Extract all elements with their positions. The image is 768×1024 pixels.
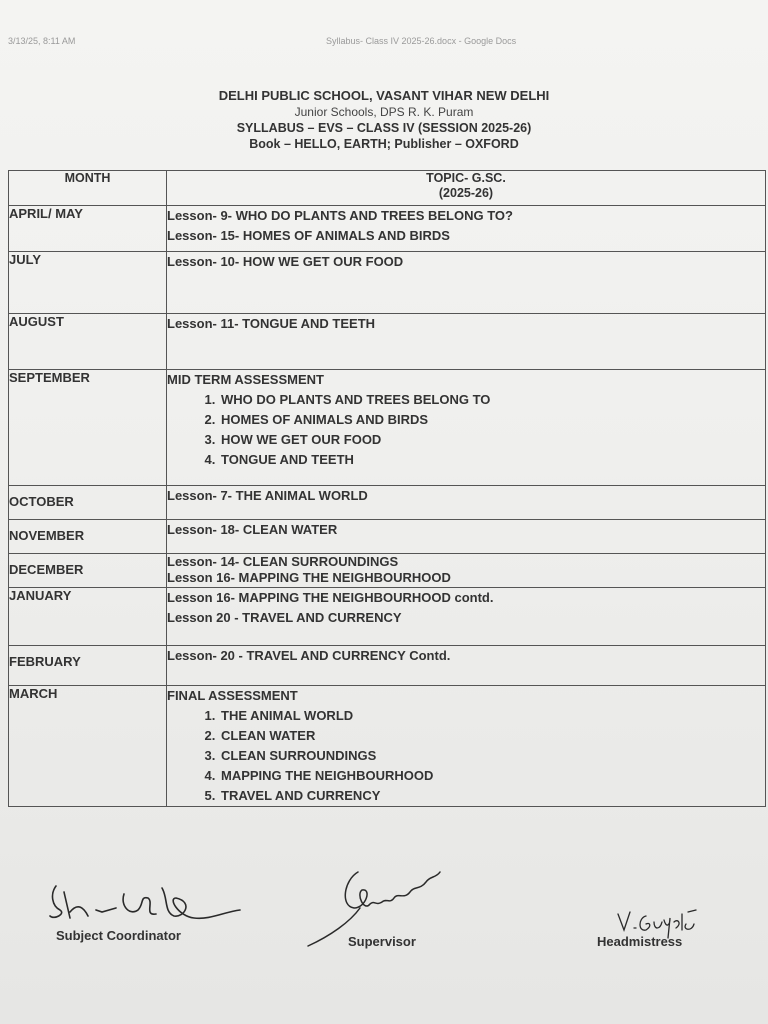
month-cell: JANUARY [9, 588, 167, 646]
document-heading [0, 88, 768, 152]
lesson-line: Lesson- 20 - TRAVEL AND CURRENCY Contd. [167, 648, 451, 663]
topic-cell [167, 686, 766, 807]
list-item: 3. HOW WE GET OUR FOOD [219, 430, 765, 450]
list-item: 2. CLEAN WATER [219, 726, 765, 746]
list-item: 3. CLEAN SURROUNDINGS [219, 746, 765, 766]
subject-coordinator-label: Subject Coordinator [56, 928, 181, 943]
lesson-line: Lesson- 11- TONGUE AND TEETH [167, 316, 376, 331]
coordinator-signature [44, 872, 254, 932]
list-item: 2. HOMES OF ANIMALS AND BIRDS [219, 410, 765, 430]
headmistress-label: Headmistress [597, 934, 683, 949]
assessment-heading: MID TERM ASSESSMENT [167, 372, 324, 387]
lesson-line: Lesson- 18- CLEAN WATER [167, 522, 338, 537]
lesson-line: Lesson- 7- THE ANIMAL WORLD [167, 488, 368, 503]
topic-header-label: TOPIC- G.SC. [426, 171, 506, 185]
lesson-line: Lesson- 10- HOW WE GET OUR FOOD [167, 254, 404, 269]
syllabus-table-body [9, 206, 766, 807]
table-row [9, 206, 766, 252]
month-cell: SEPTEMBER [9, 370, 167, 486]
topic-cell [167, 206, 766, 252]
table-row [9, 554, 766, 588]
month-cell: FEBRUARY [9, 646, 167, 686]
month-cell: MARCH [9, 686, 167, 807]
topic-cell [167, 486, 766, 520]
topic-cell [167, 520, 766, 554]
table-row [9, 520, 766, 554]
print-datetime: 3/13/25, 8:11 AM [8, 36, 76, 46]
table-row [9, 588, 766, 646]
month-cell: APRIL/ MAY [9, 206, 167, 252]
book-publisher-line: Book – HELLO, EARTH; Publisher – OXFORD [249, 137, 519, 151]
topic-cell [167, 370, 766, 486]
table-row [9, 486, 766, 520]
syllabus-title: SYLLABUS – EVS – CLASS IV (SESSION 2025-26) [236, 121, 532, 135]
topic-cell [167, 252, 766, 314]
lesson-line: Lesson- 15- HOMES OF ANIMALS AND BIRDS [167, 228, 450, 243]
list-item: 1. WHO DO PLANTS AND TREES BELONG TO [219, 390, 765, 410]
lesson-line: Lesson 16- MAPPING THE NEIGHBOURHOOD [167, 570, 451, 585]
print-doc-title: Syllabus- Class IV 2025-26.docx - Google Docs [326, 36, 517, 46]
table-row [9, 646, 766, 686]
topic-column-header [167, 171, 766, 206]
topic-cell [167, 554, 766, 588]
list-item: 1. THE ANIMAL WORLD [219, 706, 765, 726]
topic-cell [167, 646, 766, 686]
table-row [9, 314, 766, 370]
list-item: 4. TONGUE AND TEETH [219, 450, 765, 470]
lesson-line: Lesson- 14- CLEAN SURROUNDINGS [167, 554, 399, 569]
month-cell: AUGUST [9, 314, 167, 370]
supervisor-label: Supervisor [348, 934, 416, 949]
topic-cell [167, 314, 766, 370]
lesson-line: Lesson 16- MAPPING THE NEIGHBOURHOOD contd. [167, 590, 494, 605]
table-row [9, 252, 766, 314]
assessment-topic-list [167, 706, 765, 806]
topic-header-session: (2025-26) [438, 186, 494, 200]
school-name: DELHI PUBLIC SCHOOL, VASANT VIHAR NEW DELHI [218, 88, 550, 103]
month-cell: OCTOBER [9, 486, 167, 520]
syllabus-table [8, 170, 766, 807]
topic-cell [167, 588, 766, 646]
month-cell: NOVEMBER [9, 520, 167, 554]
lesson-line: Lesson 20 - TRAVEL AND CURRENCY [167, 610, 402, 625]
month-cell: JULY [9, 252, 167, 314]
table-row [9, 686, 766, 807]
lesson-line: Lesson- 9- WHO DO PLANTS AND TREES BELONG TO? [167, 208, 513, 223]
table-header-row [9, 171, 766, 206]
list-item: 5. TRAVEL AND CURRENCY [219, 786, 765, 806]
assessment-topic-list [167, 390, 765, 470]
junior-school-line: Junior Schools, DPS R. K. Puram [294, 105, 474, 119]
table-row [9, 370, 766, 486]
month-column-header: MONTH [9, 171, 167, 206]
list-item: 4. MAPPING THE NEIGHBOURHOOD [219, 766, 765, 786]
assessment-heading: FINAL ASSESSMENT [167, 688, 298, 703]
month-cell: DECEMBER [9, 554, 167, 588]
